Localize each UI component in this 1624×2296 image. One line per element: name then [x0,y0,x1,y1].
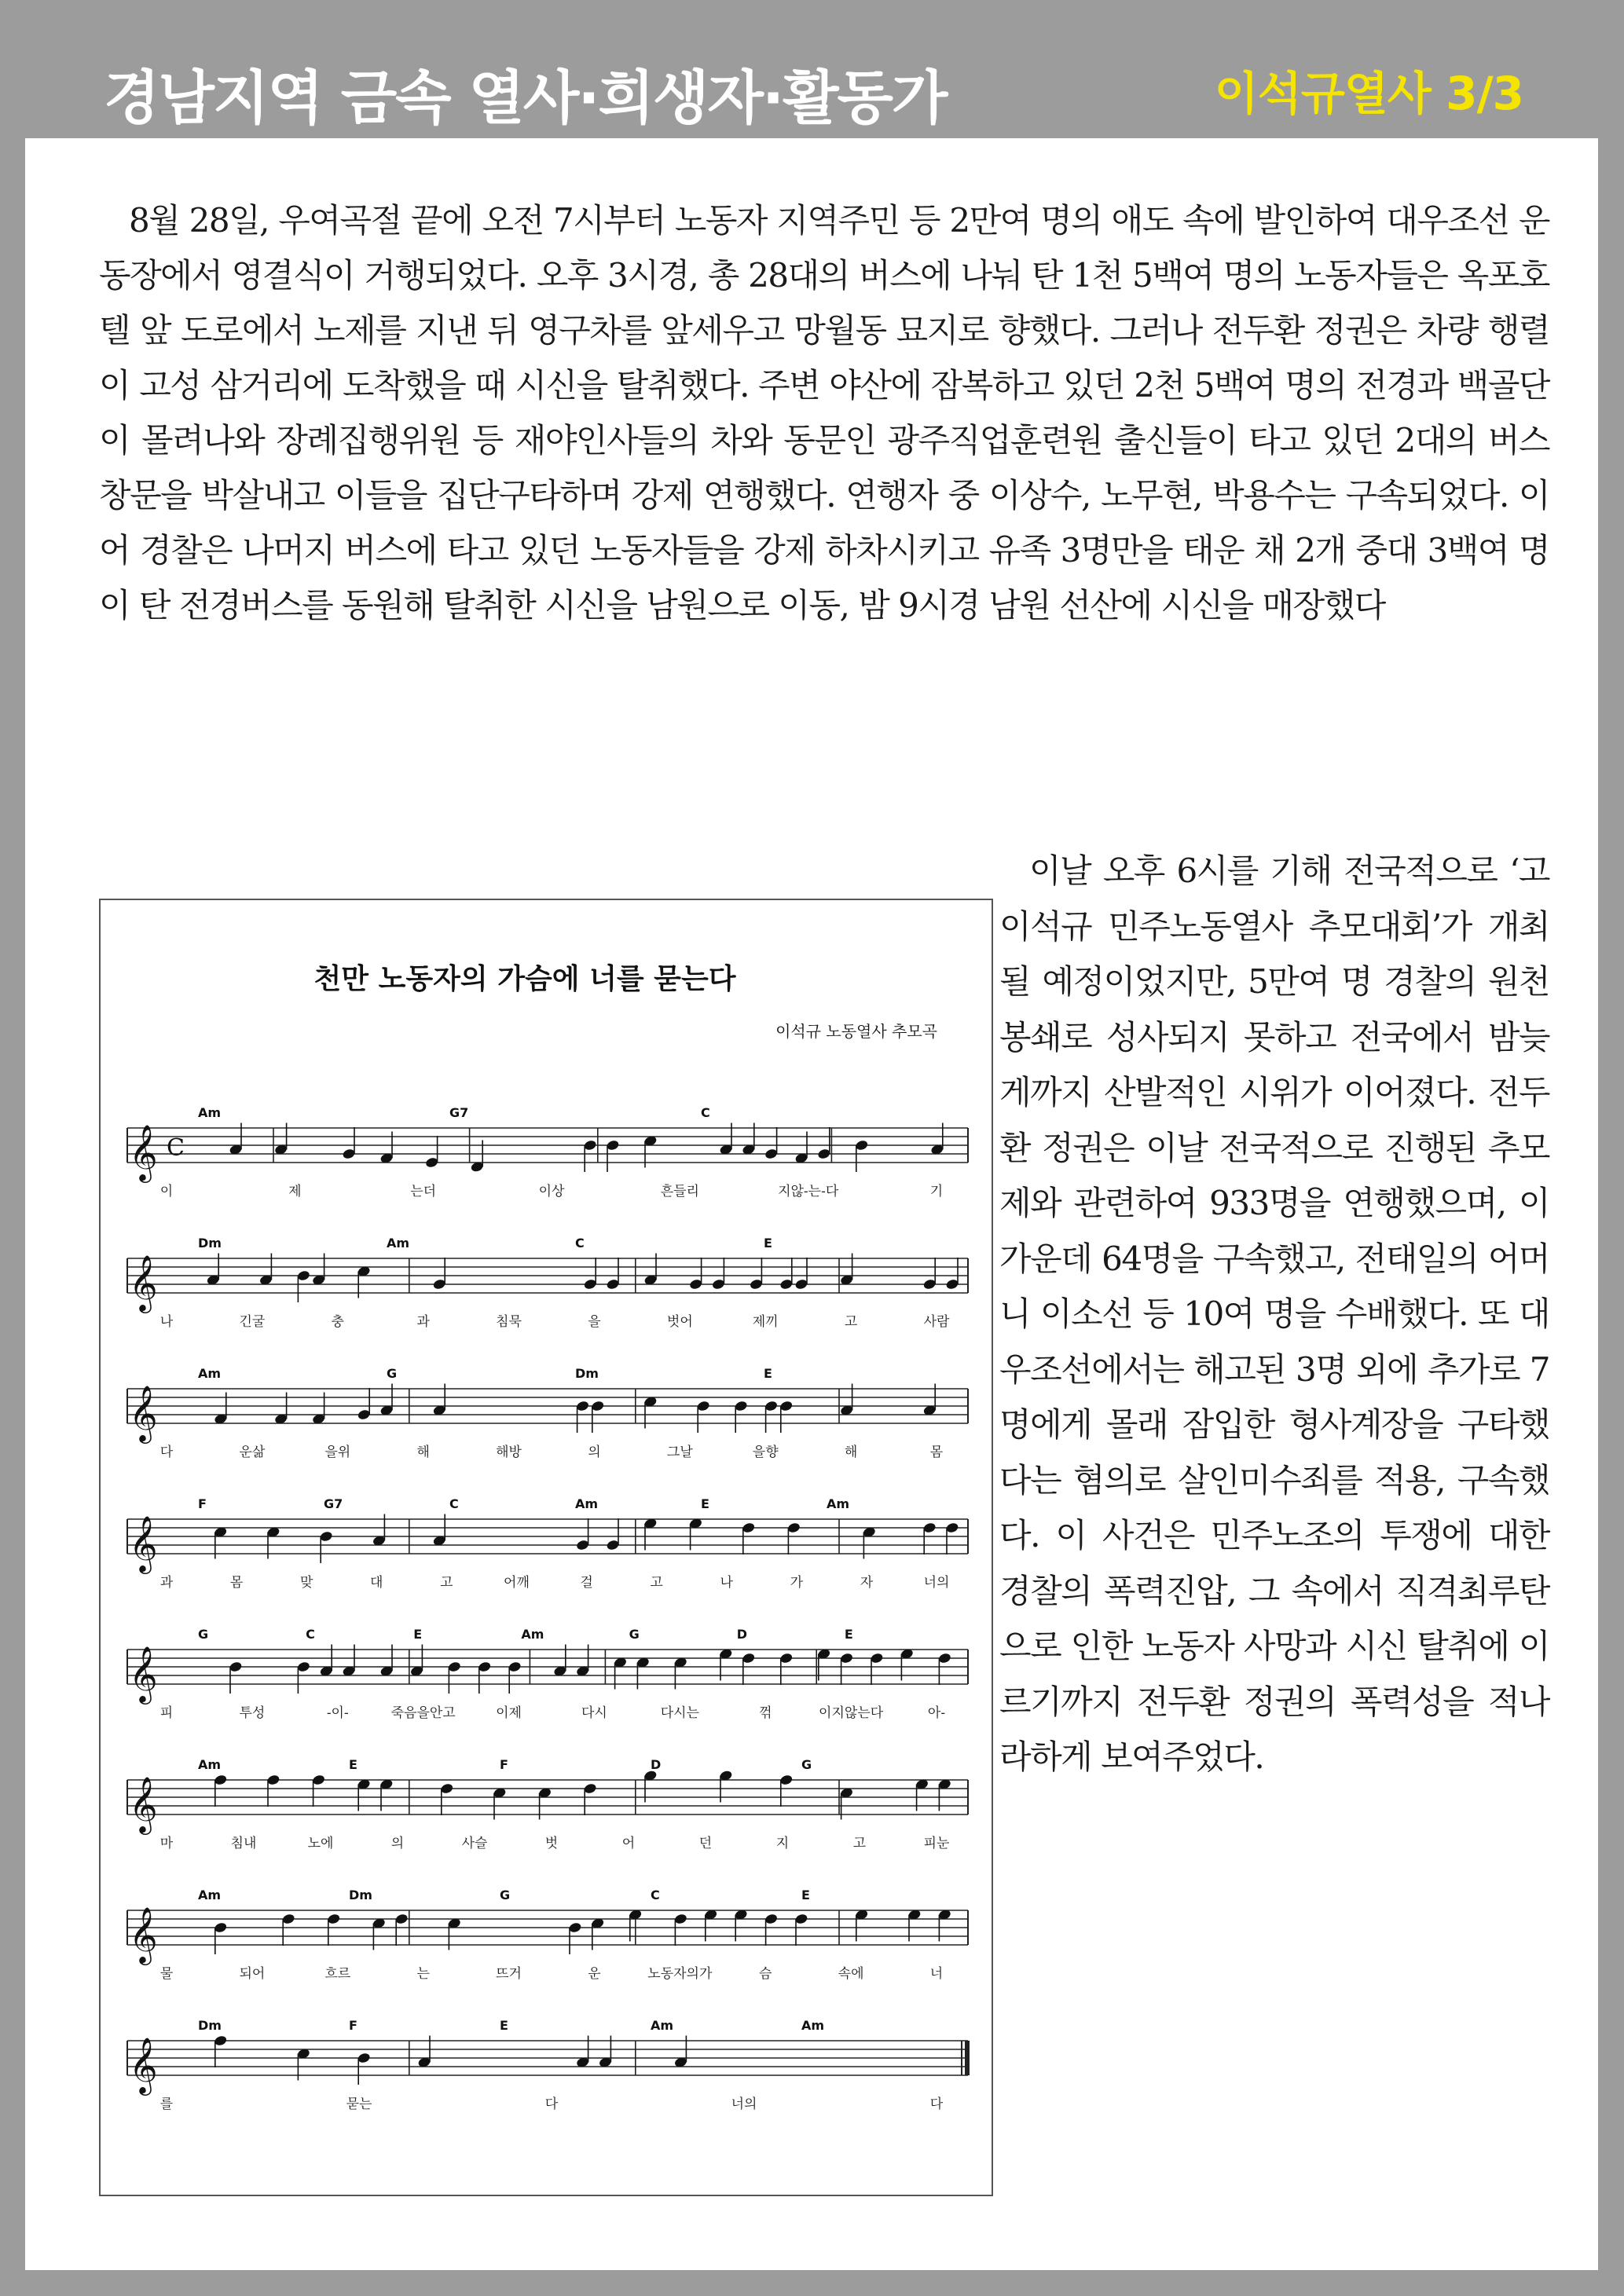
chord-symbol: F [500,1757,508,1772]
chord-symbol: D [651,1757,662,1772]
treble-clef: 𝄞 [129,1384,158,1441]
lyric-syllable: 사슬 [461,1836,488,1851]
chord-symbol: G [629,1627,640,1642]
lyric-syllable: 너의 [731,2096,757,2112]
lyric-syllable: 지않-는-다 [778,1184,839,1199]
lyric-syllable: 이 [159,1184,174,1199]
lyric-syllable: 긴굴 [239,1314,266,1330]
song-title: 천만 노동자의 가슴에 너를 묻는다 [313,962,736,995]
lyric-syllable: 의 [390,1836,405,1851]
chord-symbol: F [349,2018,357,2033]
lyric-syllable: 대 [370,1575,383,1591]
chord-symbol: E [349,1757,357,1772]
lyric-syllable: 다 [159,1445,174,1460]
treble-clef: 𝄞 [129,1123,158,1181]
lyric-syllable: 과 [159,1575,174,1591]
lyric-syllable: 나 [720,1575,733,1591]
lyric-syllable: 해 [416,1445,430,1460]
staff-system [127,1888,968,1982]
lyric-syllable: 죽음을안고 [390,1705,456,1721]
chord-symbol: Am [801,2018,825,2033]
chord-symbol: C [701,1105,710,1120]
lyric-syllable: 을위 [324,1445,351,1460]
body-paragraph-top: 8월 28일, 우여곡절 끝에 오전 7시부터 노동자 지역주민 등 2만여 명의 애도 속에 발인하여 대우조선 운동장에서 영결식이 거행되었다. 오후 3시경, 총 28대의 버스에 나눠 탄 1천 5백여 명의 노동자들은 옥포호텔 앞 도로에서 노제를 지낸 뒤 영구차를 앞세우고 망월동 묘지로 향했다. 그러나 전두환 정권은 차량 행렬이 고성 삼거리에 도착했을 때 시신을 탈취했다. 주변 야산에 잠복하고 있던 2천 5백여 명의 전경과 백골단이 몰려나와 장례집행위원 등 재야인사들의 차와 동문인 광주직업훈련원 출신들이 타고 있던 2대의 버스 창문을 박살내고 이들을 집단구타하며 강제 연행했다. 연행자 중 이상수, 노무현, 박용수는 구속되었다. 이어 경찰은 나머지 버스에 타고 있던 노동자들을 강제 하차시키고 유족 3명만을 태운 채 2개 중대 3백여 명이 탄 전경버스를 동원해 탈취한 시신을 남원으로 이동, 밤 9시경 남원 선산에 시신을 매장했다 [99,201,1549,624]
chord-symbol: F [198,1496,207,1511]
lyric-syllable: 피 [159,1705,174,1721]
lyric-syllable: 꺾 [759,1705,772,1721]
treble-clef: 𝄞 [129,1906,158,1963]
lyric-syllable: 해방 [496,1445,522,1460]
lyric-syllable: 벗어 [666,1314,693,1330]
chord-symbol: Dm [198,1236,222,1251]
lyric-syllable: 맞 [299,1575,313,1591]
lyric-syllable: 아- [927,1705,946,1721]
chord-symbol: Am [198,1757,222,1772]
lyric-syllable: 되어 [239,1966,266,1982]
body-paragraph-side: 이날 오후 6시를 기해 전국적으로 ‘고 이석규 민주노동열사 추모대회’가 개최될 예정이었지만, 5만여 명 경찰의 원천봉쇄로 성사되지 못하고 전국에서 밤늦게까지 산발적인 시위가 이어졌다. 전두환 정권은 이날 전국적으로 진행된 추모제와 관련하여 933명을 연행했으며, 이 가운데 64명을 구속했고, 전태일의 어머니 이소선 등 10여 명을 수배했다. 또 대우조선에서는 해고된 3명 외에 추가로 7명에게 몰래 잠입한 형사계장을 구타했다는 혐의로 살인미수죄를 적용, 구속했다. 이 사건은 민주노조의 투쟁에 대한 경찰의 폭력진압, 그 속에서 직격최루탄으로 인한 노동자 사망과 시신 탈취에 이르기까지 전두환 정권의 폭력성을 적나라하게 보여주었다. [999,851,1549,1776]
treble-clef: 𝄞 [129,1514,158,1572]
lyric-syllable: 물 [159,1966,174,1982]
lyric-syllable: 몸 [929,1445,944,1460]
chord-symbol: G [198,1627,209,1642]
chord-symbol: Am [198,1888,222,1902]
lyric-syllable: 흐르 [324,1966,351,1982]
chord-symbol: Am [387,1236,410,1251]
chord-symbol: G [387,1366,398,1381]
chord-symbol: E [764,1366,772,1381]
sheet-music-svg [101,900,995,2198]
chord-symbol: Am [651,2018,674,2033]
lyric-syllable: 묻는 [346,2096,372,2112]
chord-symbol: Am [521,1627,544,1642]
staff-system [127,2018,970,2112]
lyric-syllable: 을 [588,1314,601,1330]
chord-symbol: E [701,1496,709,1511]
lyric-syllable: 기 [929,1184,944,1199]
page-label: 이석규열사 3/3 [1214,67,1523,120]
lyric-syllable: 던 [698,1836,713,1851]
chord-symbol: C [449,1496,459,1511]
lyric-syllable: 노에 [307,1836,334,1851]
lyric-syllable: 는더 [410,1184,437,1199]
time-signature: C [167,1134,185,1162]
final-barline-thick [965,2041,970,2075]
staff-system [127,1627,968,1721]
lyric-syllable: 벗 [544,1836,559,1851]
staff-system [127,1496,968,1591]
lyric-syllable: 고 [852,1836,867,1851]
chord-symbol: Am [198,1366,222,1381]
staff-system [127,1236,968,1330]
lyric-syllable: 뜨거 [496,1966,522,1982]
chord-symbol: Dm [198,2018,222,2033]
staff-system [127,1366,968,1460]
lyric-syllable: 지 [775,1836,790,1851]
lyric-syllable: 를 [159,2096,174,2112]
lyric-syllable: 사람 [923,1314,950,1330]
lyric-syllable: -이- [326,1705,349,1721]
lyric-syllable: 슴 [759,1966,772,1982]
lyric-syllable: 과 [416,1314,430,1330]
lyric-syllable: 고 [844,1314,858,1330]
chord-symbol: E [500,2018,508,2033]
lyric-syllable: 마 [159,1836,174,1851]
lyric-syllable: 을향 [752,1445,779,1460]
lyric-syllable: 고 [440,1575,453,1591]
chord-symbol: Am [827,1496,850,1511]
lyric-syllable: 너의 [923,1575,950,1591]
treble-clef: 𝄞 [129,1254,158,1311]
lyric-syllable: 침내 [230,1836,257,1851]
lyric-syllable: 다 [544,2096,559,2112]
lyric-syllable: 몸 [229,1575,244,1591]
chord-symbol: Dm [349,1888,372,1902]
lyric-syllable: 제 [288,1184,302,1199]
lyric-syllable: 충 [331,1314,344,1330]
chord-symbol: Dm [575,1366,599,1381]
chord-symbol: E [801,1888,810,1902]
lyric-syllable: 제끼 [752,1314,779,1330]
lyric-syllable: 속에 [838,1966,864,1982]
lyric-syllable: 피눈 [923,1836,950,1851]
treble-clef: 𝄞 [129,1645,158,1702]
chord-symbol: Am [575,1496,599,1511]
lyric-syllable: 어 [621,1836,636,1851]
chord-symbol: D [736,1627,747,1642]
lyric-syllable: 자 [860,1575,874,1591]
lyric-syllable: 는 [416,1966,430,1982]
lyric-syllable: 가 [790,1575,804,1591]
sheet-music-figure [99,899,993,2196]
lyric-syllable: 고 [650,1575,663,1591]
lyric-syllable: 어깨 [504,1575,530,1591]
chord-symbol: G7 [324,1496,343,1511]
chord-symbol: C [306,1627,315,1642]
lyric-syllable: 노동자의가 [647,1966,713,1982]
chord-symbol: G [500,1888,511,1902]
chord-symbol: E [764,1236,772,1251]
lyric-syllable: 이제 [496,1705,522,1721]
chord-symbol: E [413,1627,423,1642]
lyric-syllable: 다시 [581,1705,607,1721]
lyric-syllable: 다시는 [660,1705,699,1721]
lyric-syllable: 의 [588,1445,601,1460]
lyric-syllable: 다 [929,2096,944,2112]
treble-clef: 𝄞 [129,1775,158,1833]
lyric-syllable: 그날 [666,1445,693,1460]
lyric-syllable: 나 [159,1314,174,1330]
lyric-syllable: 해 [844,1445,858,1460]
lyric-syllable: 투성 [239,1705,266,1721]
chord-symbol: C [575,1236,585,1251]
chord-symbol: Am [198,1105,222,1120]
chord-symbol: E [844,1627,853,1642]
lyric-syllable: 이상 [538,1184,565,1199]
lyric-syllable: 흔들리 [660,1184,699,1199]
lyric-syllable: 너 [929,1966,944,1982]
song-subtitle: 이석규 노동열사 추모곡 [775,1022,937,1041]
page-title: 경남지역 금속 열사·희생자·활동가 [104,64,947,132]
lyric-syllable: 침묵 [496,1314,522,1330]
staff-system [127,1757,968,1851]
lyric-syllable: 이지않는다 [819,1705,884,1721]
chord-symbol: C [651,1888,660,1902]
chord-symbol: G [801,1757,812,1772]
lyric-syllable: 운 [588,1966,601,1982]
treble-clef: 𝄞 [129,2036,158,2093]
staff-system [127,1105,968,1199]
chord-symbol: G7 [449,1105,469,1120]
lyric-syllable: 운삶 [239,1445,266,1460]
content-panel [25,138,1598,2270]
lyric-syllable: 걸 [580,1575,593,1591]
